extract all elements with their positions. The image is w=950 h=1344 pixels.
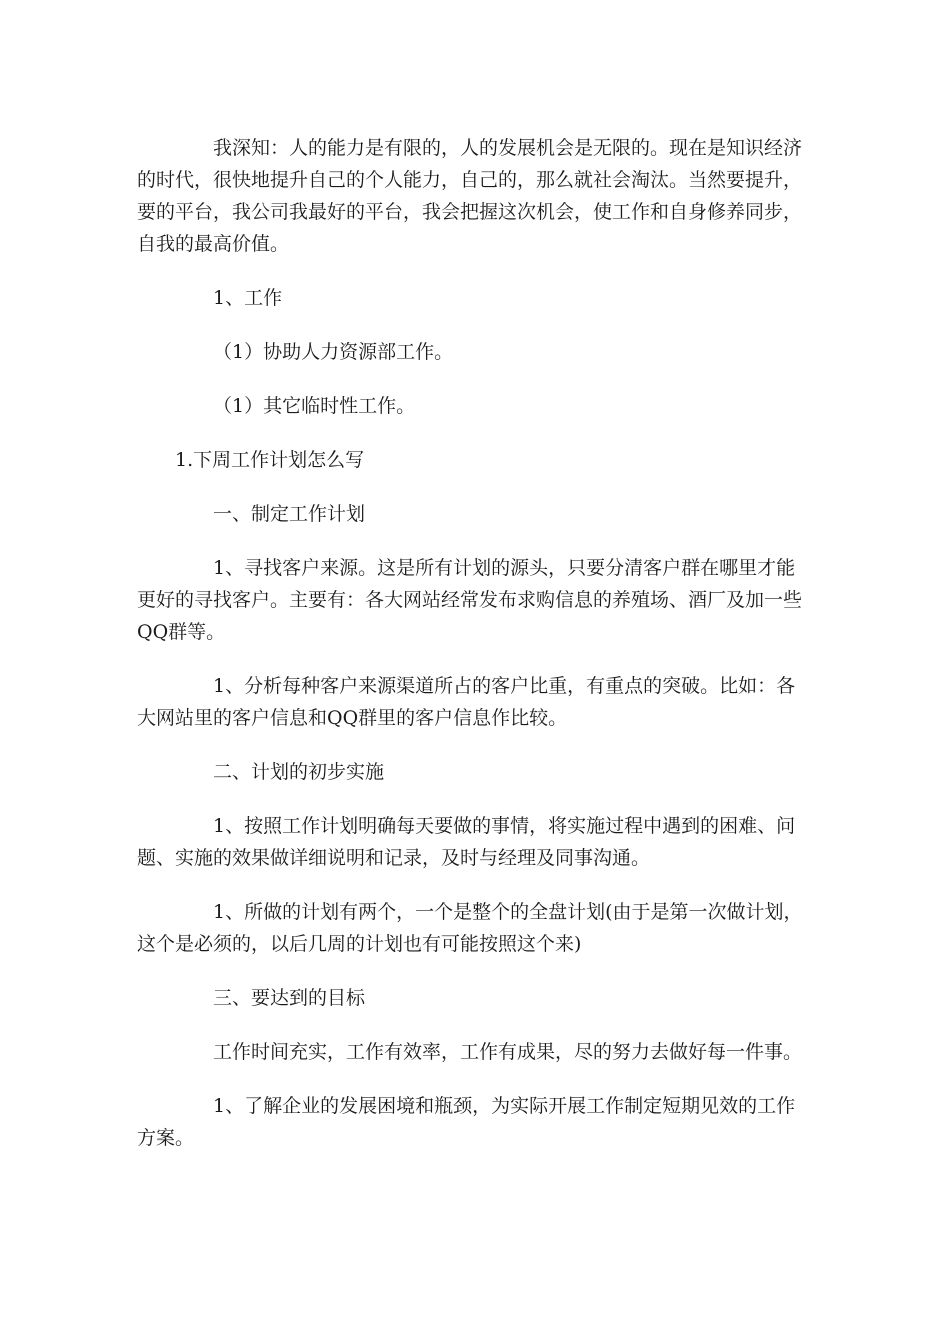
- section-item-work: 1、工作: [213, 287, 283, 309]
- list-item-temporary-work: （1）其它临时性工作。: [213, 395, 416, 417]
- heading-make-plan: 一、制定工作计划: [213, 503, 366, 525]
- paragraph-work-efficiency: 工作时间充实，工作有效率，工作有成果，尽的努力去做好每一件事。: [213, 1041, 803, 1063]
- heading-initial-implementation: 二、计划的初步实施: [213, 761, 385, 783]
- document-body: [137, 132, 809, 1176]
- list-item-assist-hr: （1）协助人力资源部工作。: [213, 341, 454, 363]
- paragraph-find-customers: 1、寻找客户来源。这是所有计划的源头，只要分清客户群在哪里才能更好的寻找客户。主要有：各大网站经常发布求购信息的养殖场、酒厂及加一些QQ群等。: [137, 557, 803, 643]
- heading-goals: 三、要达到的目标: [213, 987, 366, 1009]
- paragraph-analyze-channels: 1、分析每种客户来源渠道所占的客户比重，有重点的突破。比如：各大网站里的客户信息和QQ群里的客户信息作比较。: [137, 675, 796, 729]
- paragraph-understand-enterprise: 1、了解企业的发展困境和瓶颈，为实际开展工作制定短期见效的工作方案。: [137, 1095, 796, 1149]
- intro-paragraph: 我深知：人的能力是有限的，人的发展机会是无限的。现在是知识经济的时代，很快地提升自己的个人能力，自己的，那么就社会淘汰。当然要提升，要的平台，我公司我最好的平台，我会把握这次机会，使工作和自身修养同步，自我的最高价值。: [137, 137, 803, 255]
- paragraph-daily-tasks: 1、按照工作计划明确每天要做的事情，将实施过程中遇到的困难、问题、实施的效果做详细说明和记录，及时与经理及同事沟通。: [137, 815, 796, 869]
- paragraph-two-plans: 1、所做的计划有两个，一个是整个的全盘计划(由于是第一次做计划，这个是必须的，以后几周的计划也有可能按照这个来): [137, 901, 803, 955]
- section-title-next-week-plan: 1.下周工作计划怎么写: [175, 449, 365, 471]
